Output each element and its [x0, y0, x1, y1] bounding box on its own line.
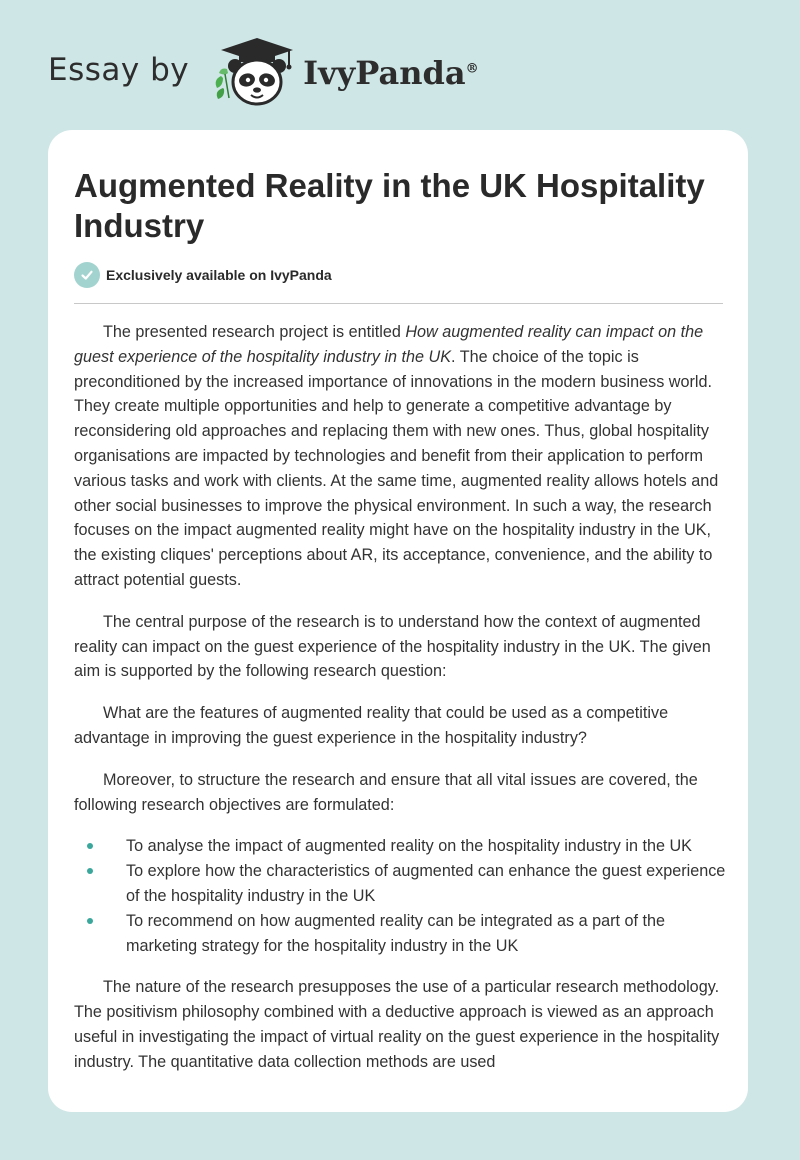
divider	[74, 303, 723, 304]
objectives-list	[74, 834, 726, 958]
bullet-icon	[87, 918, 93, 924]
paragraph: The presented research project is entitled How augmented reality can impact on the guest experience of the hospitality industry in the UK. The choice of the topic is preconditioned by the increased importance of innovations in the modern business world. They create multiple opportunities and help to generate a competitive advantage by reconsidering old approaches and replacing them with new ones. Thus, global hospitality organisations are impacted by technologies and benefit from their application to perform various tasks and work with clients. At the same time, augmented reality allows hotels and other social businesses to improve the physical environment. In such a way, the research focuses on the impact augmented reality might have on the hospitality industry in the UK, the existing cliques' perceptions about AR, its acceptance, convenience, and the ability to attract potential guests.	[74, 323, 719, 589]
project-title: How augmented reality can impact on the guest experience of the hospitality industry in the UK	[74, 323, 704, 366]
bullet-icon	[87, 843, 93, 849]
exclusive-badge	[74, 262, 332, 288]
exclusive-label: Exclusively available on IvyPanda	[106, 267, 332, 283]
list-item: To recommend on how augmented reality can be integrated as a part of the marketing strategy for the hospitality industry in the UK	[126, 909, 726, 959]
essay-card	[48, 130, 748, 1112]
research-question: What are the features of augmented reality that could be used as a competitive advantage in improving the guest experience in the hospitality industry?	[74, 704, 669, 747]
site-header	[48, 36, 479, 108]
essay-body	[74, 320, 726, 1092]
paragraph: The nature of the research presupposes the use of a particular research methodology. The positivism philosophy combined with a deductive approach is viewed as an approach useful in investigating the impact of virtual reality on the guest experience in the hospitality industry. The quantitative data collection methods are used	[74, 978, 720, 1071]
paragraph: The central purpose of the research is to understand how the context of augmented reality can impact on the guest experience of the hospitality industry in the UK. The given aim is supported by the following research question:	[74, 612, 711, 681]
panda-graduate-icon	[207, 36, 299, 108]
list-item: To explore how the characteristics of augmented can enhance the guest experience of the hospitality industry in the UK	[126, 859, 726, 909]
check-icon	[74, 262, 100, 288]
bullet-icon	[87, 868, 93, 874]
brand-name: IvyPanda®	[303, 54, 479, 92]
essay-by-label: Essay by	[48, 52, 190, 88]
paragraph: Moreover, to structure the research and ensure that all vital issues are covered, the following research objectives are formulated:	[74, 770, 698, 814]
essay-title: Augmented Reality in the UK Hospitality Industry	[74, 167, 705, 244]
list-item: To analyse the impact of augmented reality on the hospitality industry in the UK	[126, 834, 726, 859]
registered-mark: ®	[465, 61, 479, 77]
ivypanda-logo[interactable]	[207, 36, 478, 108]
